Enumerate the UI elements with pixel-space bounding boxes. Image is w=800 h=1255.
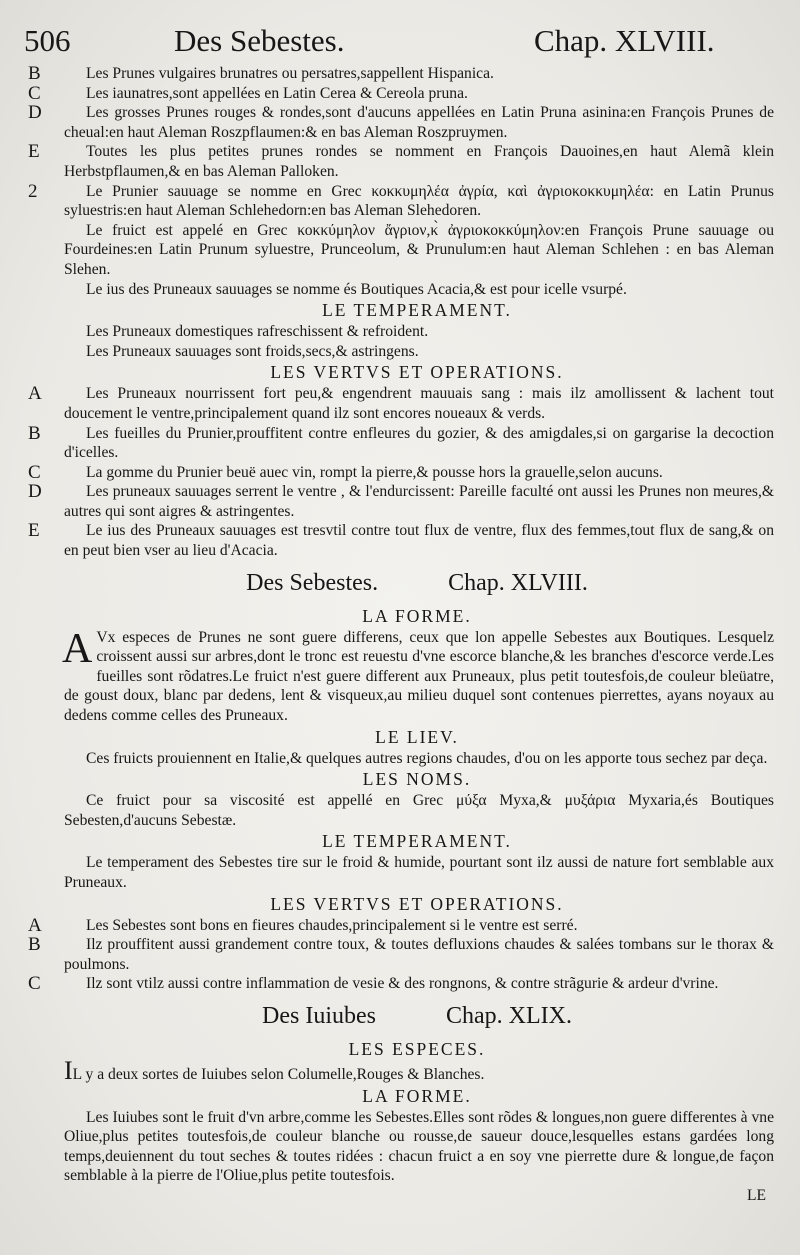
margin-letter: A	[28, 914, 42, 936]
paragraph-text: Les Pruneaux sauuages sont froids,secs,& astringens.	[86, 342, 419, 360]
paragraph-text: A Vx especes de Prunes ne sont guere differens, ceux que lon appelle Sebestes aux Boutiques. Lesquelz croissent aussi sur arbres,dont le tronc est reuestu d'vne escorce blanche,& les branches d'escorce verde.Les fueilles sont rõdatres.Le fruict n'est guere different aux Pruneaux, plus petit toutesfois,de couleur bleüatre, de goust doux, blanc par dedens, lent & visqueux,au milieu duquel sont contenues pierrettes, ayans noyaux au dedens comme celles des Pruneaux.	[62, 625, 774, 725]
paragraph	[24, 142, 774, 181]
margin-letter: E	[28, 520, 40, 542]
paragraph-text: Le fruict est appelé en Grec κοκκύμηλον ἄγριον,κ̀ ἀγριοκοκκύμηλον:en François Prune sauuage ou Fourdeines:en Latin Prunum syluestre, Prunceolum, & Prunulum:en haut Aleman Schlehen : en bas Aleman Slehen.	[64, 221, 774, 278]
margin-letter	[24, 280, 64, 300]
page-number: 506	[24, 23, 71, 58]
paragraph-text: Le ius des Pruneaux sauuages se nomme és Boutiques Acacia,& est pour icelle vsurpé.	[86, 280, 627, 298]
paragraph	[24, 853, 774, 892]
paragraph	[24, 791, 774, 830]
margin-letter: C	[28, 82, 41, 104]
running-head	[24, 22, 774, 64]
section-heading: LES ESPECES.	[348, 1038, 486, 1059]
paragraph-text: Les Iuiubes sont le fruit d'vn arbre,comme les Sebestes.Elles sont rõdes & longues,non guere differentes à vne Oliue,plus petites toutesfois,de couleur blanche ou rousse,de saueur douce,lesquelles estans gardées long temps,deuiennent du tout seches & toutes ridées : chacun fruict a en soy vne pierrette dure & longue,de façon semblable à la pierre de l'Oliue,plus petite toutesfois.	[64, 1108, 774, 1185]
paragraph-text: Les Pruneaux domestiques rafreschissent & refroident.	[86, 323, 429, 341]
margin-number: 2	[28, 180, 38, 202]
chapter-heading	[60, 1000, 774, 1036]
paragraph-text: La gomme du Prunier beuë auec vin, rompt la pierre,& pousse hors la grauelle,selon aucuns.	[86, 463, 663, 481]
section-heading: LE LIEV.	[375, 726, 459, 747]
paragraph-text: Ilz prouffitent aussi grandement contre toux, & toutes defluxions chaudes & salées tombans sur le thorax & poulmons.	[64, 936, 774, 973]
paragraph	[24, 521, 774, 560]
paragraph-text: Les Sebestes sont bons en fieures chaudes,principalement si le ventre est serré.	[86, 916, 578, 934]
paragraph	[24, 482, 774, 521]
paragraph-text: Les grosses Prunes rouges & rondes,sont d'aucuns appellées en Latin Pruna asinina:en François Prunes de cheual:en haut Aleman Roszpflaumen:& en bas Aleman Roszpruymen.	[64, 104, 774, 141]
paragraph-text: Le ius des Pruneaux sauuages est tresvtil contre tout flux de ventre, flux des femmes,tout flux de sang,& on en peut bien vser au lieu d'Acacia.	[64, 522, 774, 560]
drop-cap: I	[64, 1055, 73, 1085]
paragraph-text: Ce fruict pour sa viscosité est appellé en Grec μύξα Myxa,& μυξάρια Myxaria,és Boutiques Sebesten,d'aucuns Sebestæ.	[64, 792, 774, 829]
paragraph	[24, 1055, 774, 1085]
paragraph-text: IL y a deux sortes de Iuiubes selon Columelle,Rouges & Blanches.	[64, 1055, 485, 1085]
margin-letter: D	[28, 102, 42, 124]
paragraph-text: Les iaunatres,sont appellées en Latin Cerea & Cereola pruna.	[86, 84, 468, 102]
paragraph	[24, 424, 774, 463]
chapter-number: Chap. XLVIII.	[448, 569, 588, 596]
paragraph-text: Les Pruneaux nourrissent fort peu,& engendrent mauuais sang : mais ilz amollissent & lachent tout doucement le ventre,principalement quand ilz sont encores noueaux & verds.	[64, 385, 774, 422]
paragraph	[24, 221, 774, 280]
section-heading: LES NOMS.	[362, 769, 472, 790]
chapter-number: Chap. XLIX.	[446, 1002, 572, 1029]
chapter-title: Des Iuiubes	[262, 1002, 376, 1029]
running-chapter: Chap. XLVIII.	[534, 23, 715, 58]
margin-letter: C	[28, 973, 41, 995]
running-title: Des Sebestes.	[174, 23, 345, 58]
paragraph	[24, 84, 774, 104]
margin-letter: A	[28, 383, 42, 405]
paragraph	[24, 103, 774, 142]
paragraph	[24, 916, 774, 936]
section-heading: LES VERTVS ET OPERATIONS.	[270, 893, 564, 914]
paragraph-text: Les Prunes vulgaires brunatres ou persatres,sappellent Hispanica.	[86, 65, 494, 82]
chapter-heading	[60, 567, 774, 603]
section-heading: LE TEMPERAMENT.	[322, 300, 512, 321]
paragraph-text: Les fueilles du Prunier,prouffitent contre enfleures du gozier, & des amigdales,si on gargarise la decoction d'icelles.	[64, 424, 774, 462]
paragraph	[24, 749, 774, 769]
margin-letter	[24, 221, 64, 280]
paragraph	[24, 625, 774, 726]
catchword: LE	[746, 1186, 766, 1204]
paragraph-text: Ilz sont vtilz aussi contre inflammation de vesie & des rongnons, & contre strãgurie & ardeur d'vrine.	[86, 975, 719, 993]
margin-letter: E	[28, 141, 40, 163]
paragraph	[24, 463, 774, 483]
paragraph-text: Toutes les plus petites prunes rondes se nomment en François Dauoines,en haut Alemã klein Herbstpflaumen,& en bas Aleman Palloken.	[64, 143, 774, 180]
paragraph	[24, 280, 774, 300]
chapter-title: Des Sebestes.	[246, 569, 379, 596]
paragraph-text: Le Prunier sauuage se nomme en Grec κοκκυμηλέα ἀγρία, καὶ ἀγριοκοκκυμηλέα: en Latin Prunus syluestris:en haut Aleman Schlehedorn:en bas Aleman Slehedoren.	[64, 182, 774, 220]
paragraph-text: Le temperament des Sebestes tire sur le froid & humide, pourtant sont ilz aussi de nature fort semblable aux Pruneaux.	[64, 854, 774, 891]
margin-letter: B	[28, 63, 41, 84]
paragraph	[24, 935, 774, 974]
section-heading: LE TEMPERAMENT.	[322, 831, 512, 852]
section-heading: LA FORME.	[362, 605, 472, 626]
paragraph	[24, 1108, 774, 1186]
paragraph	[24, 64, 774, 84]
margin-letter: C	[28, 461, 41, 483]
section-heading: LES VERTVS ET OPERATIONS.	[270, 362, 564, 383]
section-heading: LA FORME.	[362, 1085, 472, 1106]
paragraph-text: Ces fruicts prouiennent en Italie,& quelques autres regions chaudes, d'ou on les apporte tous sechez par deça.	[86, 749, 768, 767]
paragraph	[24, 384, 774, 423]
margin-letter: B	[28, 422, 41, 444]
paragraph	[24, 342, 774, 362]
drop-cap: A	[62, 625, 93, 672]
paragraph	[24, 974, 774, 994]
margin-letter: B	[28, 934, 41, 956]
paragraph	[24, 182, 774, 221]
paragraph-text: Les pruneaux sauuages serrent le ventre , & l'endurcissent: Pareille faculté ont aussi les Prunes non meures,& autres qui sont aigres & astringentes.	[64, 483, 774, 520]
paragraph	[24, 322, 774, 342]
margin-letter: D	[28, 481, 42, 503]
